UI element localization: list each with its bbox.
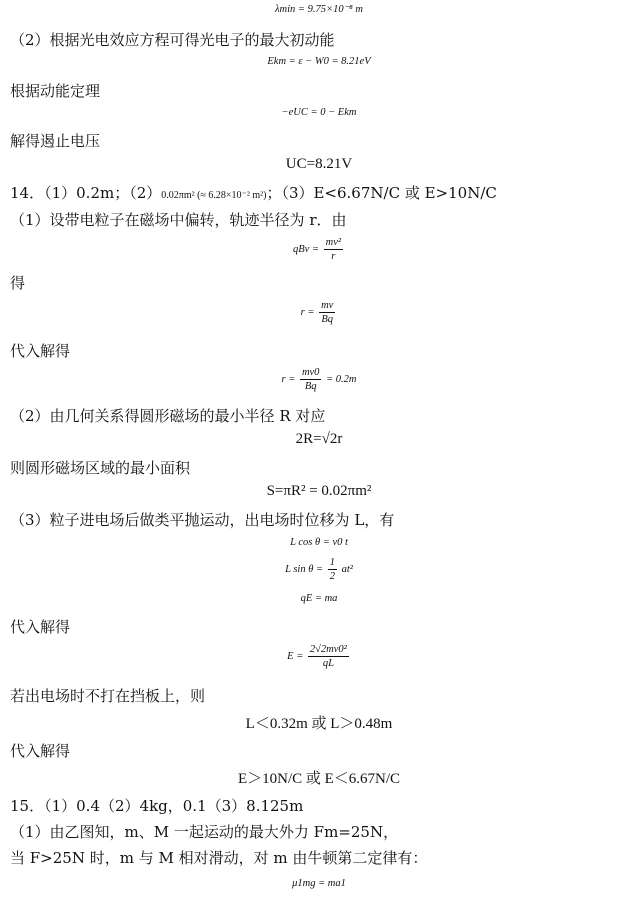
- numerator: mv: [321, 300, 334, 311]
- equation-radius-value: [0, 366, 638, 393]
- part2-heading: （2）根据光电效应方程可得光电子的最大初动能: [10, 31, 335, 49]
- equation-rhs: at²: [341, 563, 353, 575]
- q14-answer-part-a: 14．（1）0.2m；（2）: [10, 184, 162, 202]
- not-hit-baffle-text: 若出电场时不打在挡板上，则: [10, 687, 206, 705]
- q15-part1: （1）由乙图知，m、M 一起运动的最大外力 Fm=25N，: [10, 823, 399, 841]
- q14-area-inline: 0.02πm² (≈ 6.28×10⁻² m²): [161, 190, 267, 201]
- equation-lhs: qBv =: [292, 243, 319, 255]
- uc-result: UC=8.21V: [285, 156, 353, 172]
- q14-part3: （3）粒子进电场后做类平抛运动，出电场时位移为 L，有: [10, 511, 395, 529]
- fraction: [319, 299, 335, 326]
- equation-lhs: r =: [281, 373, 296, 385]
- equation-text: −eUC = 0 − Ekm: [281, 107, 357, 118]
- q15-when-f: 当 F>25N 时，m 与 M 相对滑动，对 m 由牛顿第二定律有：: [10, 849, 428, 867]
- q14-answer-part-b: ；（3）E<6.67N/C 或 E>10N/C: [266, 184, 497, 202]
- equation-newton: [0, 878, 638, 889]
- fraction: [300, 366, 322, 393]
- stop-voltage-text: 解得遏止电压: [10, 132, 101, 150]
- equation-lhs: E =: [287, 650, 304, 662]
- denominator: Bq: [304, 381, 317, 392]
- denominator: qL: [322, 658, 334, 669]
- denominator: 2: [329, 571, 335, 582]
- numerator: mv0: [301, 367, 320, 378]
- l-condition: L＜0.32m 或 L＞0.48m: [245, 716, 393, 732]
- substitute-solve-3: 代入解得: [10, 742, 71, 760]
- de-text: 得: [10, 274, 26, 292]
- equation-qe: [0, 593, 638, 604]
- equation-area: S=πR² = 0.02πm²: [266, 483, 372, 499]
- q14-part1: （1）设带电粒子在磁场中偏转，轨迹半径为 r．由: [10, 211, 347, 229]
- equation-rhs: = 0.2m: [326, 373, 357, 385]
- equation-ekm: [0, 56, 638, 67]
- equation-l-sin: [0, 556, 638, 583]
- fraction: [324, 236, 343, 263]
- equation-lhs: L sin θ =: [285, 563, 324, 575]
- substitute-solve-1: 代入解得: [10, 342, 71, 360]
- numerator: 1: [329, 557, 335, 568]
- equation-work-energy: [0, 107, 638, 118]
- equation-text: λmin = 9.75×10⁻⁸ m: [275, 4, 363, 15]
- equation-radius: [0, 299, 638, 326]
- equation-lambda-min: [0, 3, 638, 15]
- equation-text: qE = ma: [300, 593, 338, 604]
- e-condition: E＞10N/C 或 E＜6.67N/C: [237, 771, 401, 787]
- q14-answer: [10, 182, 630, 203]
- denominator: Bq: [321, 314, 334, 325]
- denominator: r: [331, 251, 336, 262]
- q15-answer: 15．（1）0.4（2）4kg，0.1（3）8.125m: [10, 797, 304, 815]
- q14-part2: （2）由几何关系得圆形磁场的最小半径 R 对应: [10, 407, 326, 425]
- equation-lhs: r =: [300, 306, 315, 318]
- kinetic-theorem-text: 根据动能定理: [10, 82, 101, 100]
- equation-2r: 2R=√2r: [295, 431, 343, 447]
- numerator: 2√2mv0²: [309, 644, 347, 655]
- equation-l-cos: [0, 537, 638, 548]
- numerator: mv²: [325, 237, 342, 248]
- substitute-solve-2: 代入解得: [10, 618, 71, 636]
- min-area-text: 则圆形磁场区域的最小面积: [10, 459, 191, 477]
- equation-text: L cos θ = v0 t: [290, 537, 348, 548]
- equation-text: μ1mg = ma1: [292, 878, 346, 889]
- equation-e-field: [0, 643, 638, 670]
- equation-text: Ekm = ε − W0 = 8.21eV: [267, 56, 371, 67]
- equation-lorentz-force: [0, 236, 638, 263]
- fraction: [308, 643, 349, 670]
- fraction: [328, 556, 337, 583]
